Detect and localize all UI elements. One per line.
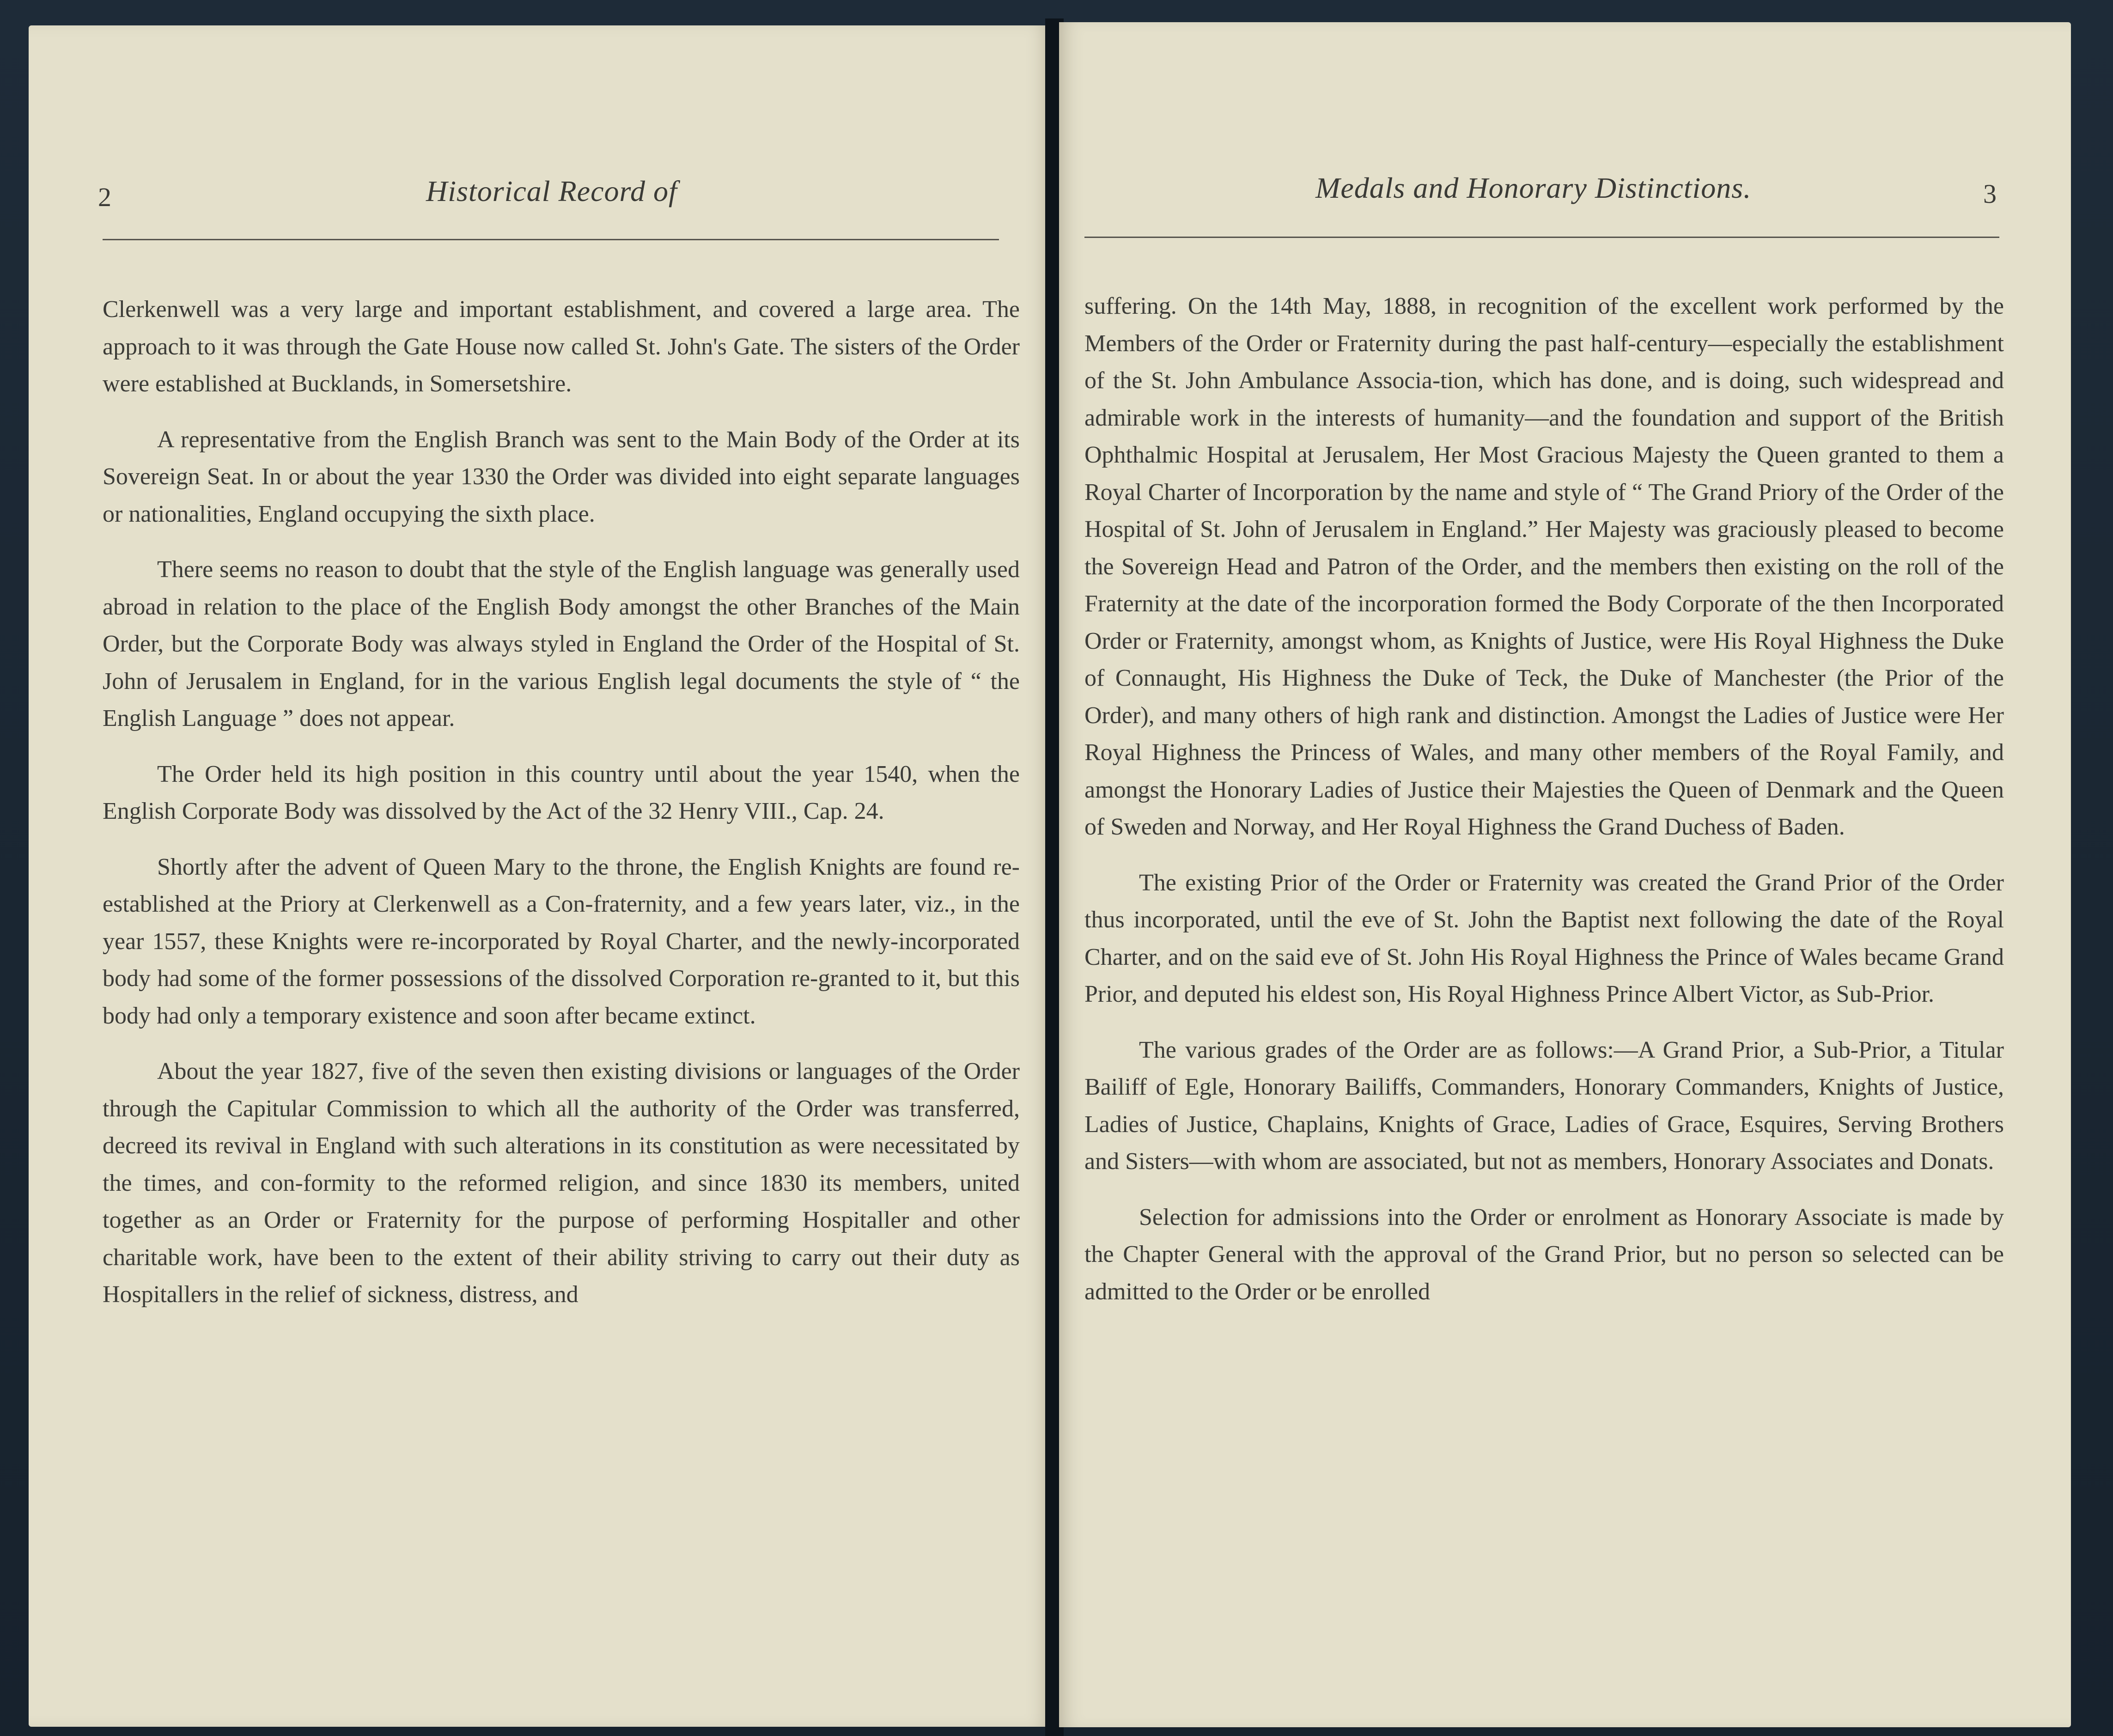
page-number: 2 [98, 182, 111, 212]
header-rule [1084, 237, 1999, 238]
paragraph: A representative from the English Branch was sent to the Main Body of the Order at its Sovereign Seat. In or about the year 1330 the Order was divided into eight separate languages or nationalities, England occupying the sixth place. [103, 426, 1020, 527]
body-text [1084, 288, 2004, 1329]
paragraph: The various grades of the Order are as follows:—A Grand Prior, a Sub-Prior, a Titular Bailiff of Egle, Honorary Bailiffs, Commanders, Honorary Commanders, Knights of Justice, Ladies of Justice, Chaplains, Knights of Grace, Ladies of Grace, Esquires, Serving Brothers and Sisters—with whom are associated, but not as members, Honorary Associates and Donats. [1084, 1036, 2004, 1175]
running-head: Historical Record of [426, 175, 677, 207]
paragraph: The Order held its high position in this country until about the year 1540, when the English Corporate Body was dissolved by the Act of the 32 Henry VIII., Cap. 24. [103, 761, 1020, 824]
paragraph: suffering. On the 14th May, 1888, in recognition of the excellent work performed by the Members of the Order or Fraternity during the past half-century—especially the establishment of the St. John Ambulance Associa-tion, which has done, and is doing, such widespread and admirable work in the interests of humanity—and the foundation and support of the British Ophthalmic Hospital at Jerusalem, Her Most Gracious Majesty the Queen granted to them a Royal Charter of Incorporation by the name and style of “ The Grand Priory of the Order of the Hospital of St. John of Jerusalem in England.” Her Majesty was graciously pleased to become the Sovereign Head and Patron of the Order, and the members then existing on the roll of the Fraternity at the date of the incorporation formed the Body Corporate of the then Incorporated Order or Fraternity, amongst whom, as Knights of Justice, were His Royal Highness the Duke of Connaught, His Highness the Duke of Teck, the Duke of Manchester (the Prior of the Order), and many others of high rank and distinction. Amongst the Ladies of Justice were Her Royal Highness the Princess of Wales, and many other members of the Royal Family, and amongst the Honorary Ladies of Justice their Majesties the Queen of Denmark and the Queen of Sweden and Norway, and Her Royal Highness the Grand Duchess of Baden. [1084, 293, 2004, 840]
paragraph: About the year 1827, five of the seven then existing divisions or languages of the Order through the Capitular Commission to which all the authority of the Order was transferred, decreed its revival in England with such alterations in its constitution as were necessitated by the times, and con-formity to the reformed religion, and since 1830 its members, united together as an Order or Fraternity for the purpose of performing Hospitaller and other charitable work, have been to the extent of their ability striving to carry out their duty as Hospitallers in the relief of sickness, distress, and [103, 1058, 1020, 1308]
page-number: 3 [1983, 179, 1997, 209]
header-rule [103, 239, 999, 240]
left-page [29, 25, 1051, 1727]
paragraph: Shortly after the advent of Queen Mary to the throne, the English Knights are found re-established at the Priory at Clerkenwell as a Con-fraternity, and a few years later, viz., in the year 1557, these Knights were re-incorporated by Royal Charter, and the newly-incorporated body had some of the former possessions of the dissolved Corporation re-granted to it, but this body had only a temporary existence and soon after became extinct. [103, 853, 1020, 1029]
body-text [103, 291, 1020, 1332]
right-page [1059, 22, 2071, 1727]
paragraph: There seems no reason to doubt that the style of the English language was generally used abroad in relation to the place of the English Body amongst the other Branches of the Main Order, but the Corporate Body was always styled in England the Order of the Hospital of St. John of Jerusalem in England, for in the various English legal documents the style of “ the English Language ” does not appear. [103, 556, 1020, 731]
running-head: Medals and Honorary Distinctions. [1315, 171, 1752, 204]
paragraph: Selection for admissions into the Order or enrolment as Honorary Associate is made by the Chapter General with the approval of the Grand Prior, but no person so selected can be admitted to the Order or be enrolled [1084, 1204, 2004, 1305]
paragraph: Clerkenwell was a very large and important establishment, and covered a large area. The approach to it was through the Gate House now called St. John's Gate. The sisters of the Order were established at Bucklands, in Somersetshire. [103, 296, 1020, 397]
paragraph: The existing Prior of the Order or Fraternity was created the Grand Prior of the Order thus incorporated, until the eve of St. John the Baptist next following the date of the Royal Charter, and on the said eve of St. John His Royal Highness the Prince of Wales became Grand Prior, and deputed his eldest son, His Royal Highness Prince Albert Victor, as Sub-Prior. [1084, 869, 2004, 1007]
